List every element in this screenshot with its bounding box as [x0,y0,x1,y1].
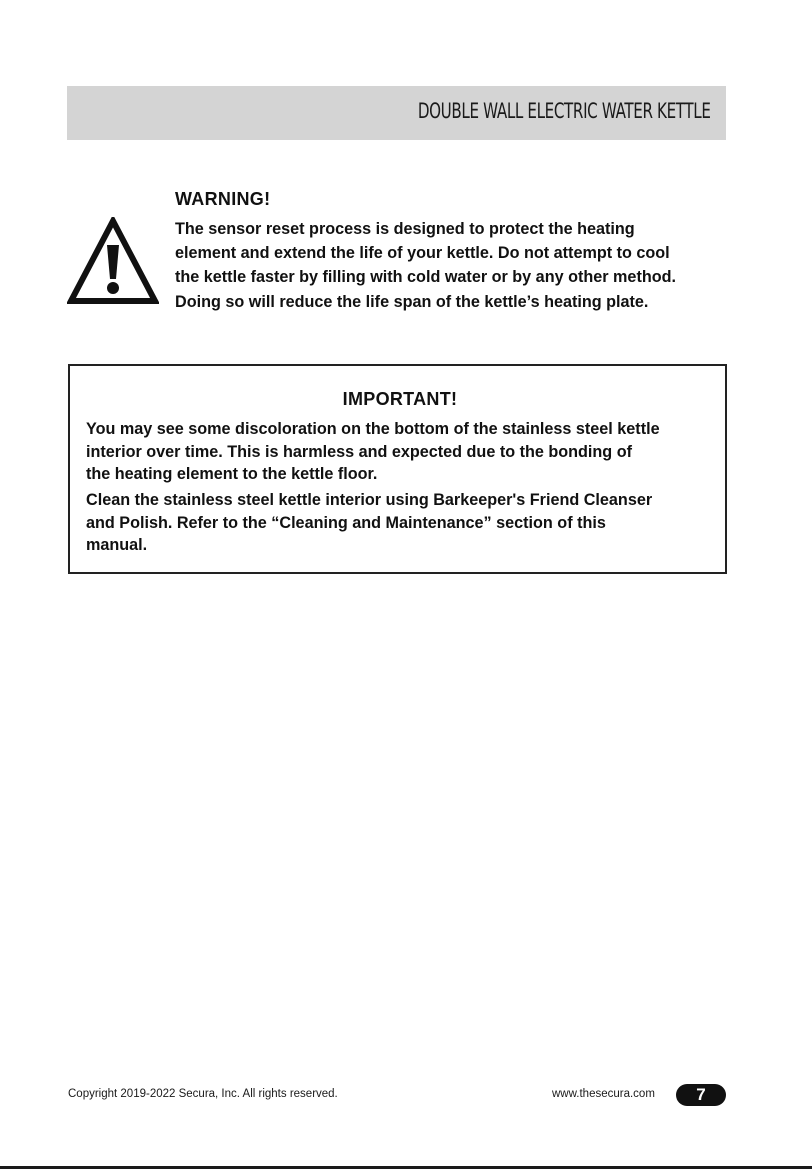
page-number-badge: 7 [676,1084,726,1106]
important-line: interior over time. This is harmless and expected due to the bonding of [86,442,632,461]
important-heading: IMPORTANT! [342,389,458,409]
important-line: and Polish. Refer to the “Cleaning and Maintenance” section of this [86,513,606,532]
warning-line: the kettle faster by filling with cold water or by any other method. [175,268,676,287]
important-line: manual. [86,536,148,554]
important-notice-box [68,364,727,574]
document-title: DOUBLE WALL ELECTRIC WATER KETTLE [418,99,711,123]
warning-line: element and extend the life of your kettle. Do not attempt to cool [175,244,670,263]
important-line: the heating element to the kettle floor. [86,465,378,483]
warning-line: Doing so will reduce the life span of the kettle’s heating plate. [175,292,649,311]
important-paragraph-discoloration [86,418,721,486]
warning-text [175,217,735,314]
warning-heading: WARNING! [175,189,271,209]
footer-copyright: Copyright 2019-2022 Secura, Inc. All rights reserved. [68,1088,338,1100]
warning-triangle-icon [67,217,159,305]
important-line: Clean the stainless steel kettle interior using Barkeeper's Friend Cleanser [86,491,653,509]
footer-website-link[interactable]: www.thesecura.com [552,1088,655,1100]
warning-line: The sensor reset process is designed to protect the heating [175,220,635,238]
important-line: You may see some discoloration on the bottom of the stainless steel kettle [86,420,660,438]
header-band [67,86,726,140]
important-paragraph-cleaning [86,489,721,557]
